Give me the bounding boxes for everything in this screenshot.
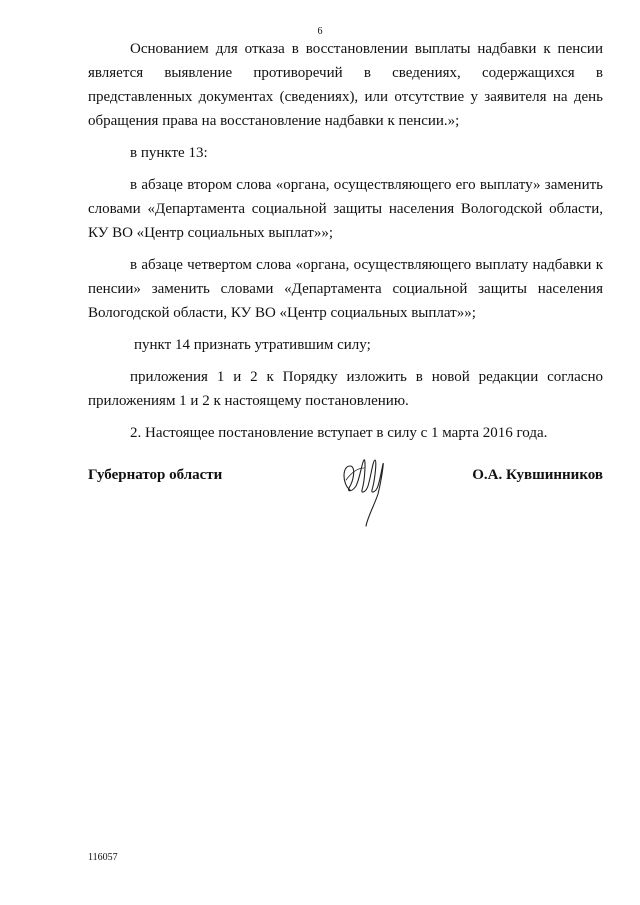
paragraph-fourth-subparagraph: в абзаце четвертом слова «органа, осуществляющего выплату надбавки к пенсии» заменить словами «Департамента социальной защиты населения Вологодской области, КУ ВО «Центр социальных выплат»»; bbox=[88, 257, 603, 321]
paragraph-second-subparagraph: в абзаце втором слова «органа, осуществляющего его выплату» заменить словами «Департамента социальной защиты населения Вологодской области, КУ ВО «Центр социальных выплат»»; bbox=[88, 177, 603, 241]
paragraph-effective-date: 2. Настоящее постановление вступает в силу с 1 марта 2016 года. bbox=[130, 425, 548, 441]
signatory-name: О.А. Кувшинников bbox=[472, 467, 603, 483]
document-code: 116057 bbox=[88, 852, 118, 863]
handwritten-signature bbox=[338, 450, 388, 530]
paragraph-appendices: приложения 1 и 2 к Порядку изложить в новой редакции согласно приложениям 1 и 2 к настоящему постановлению. bbox=[88, 369, 603, 409]
paragraph-item-14: пункт 14 признать утратившим силу; bbox=[134, 337, 371, 353]
page-number: 6 bbox=[317, 26, 323, 37]
paragraph-item-13: в пункте 13: bbox=[130, 145, 208, 161]
document-body bbox=[88, 37, 603, 453]
paragraph-refusal-grounds: Основанием для отказа в восстановлении выплаты надбавки к пенсии является выявление противоречий в сведениях, содержащихся в представленных документах (сведениях), или отсутствие у заявителя на день обращения права на восстановление надбавки к пенсии.»; bbox=[88, 41, 603, 129]
signatory-title: Губернатор области bbox=[88, 467, 223, 483]
